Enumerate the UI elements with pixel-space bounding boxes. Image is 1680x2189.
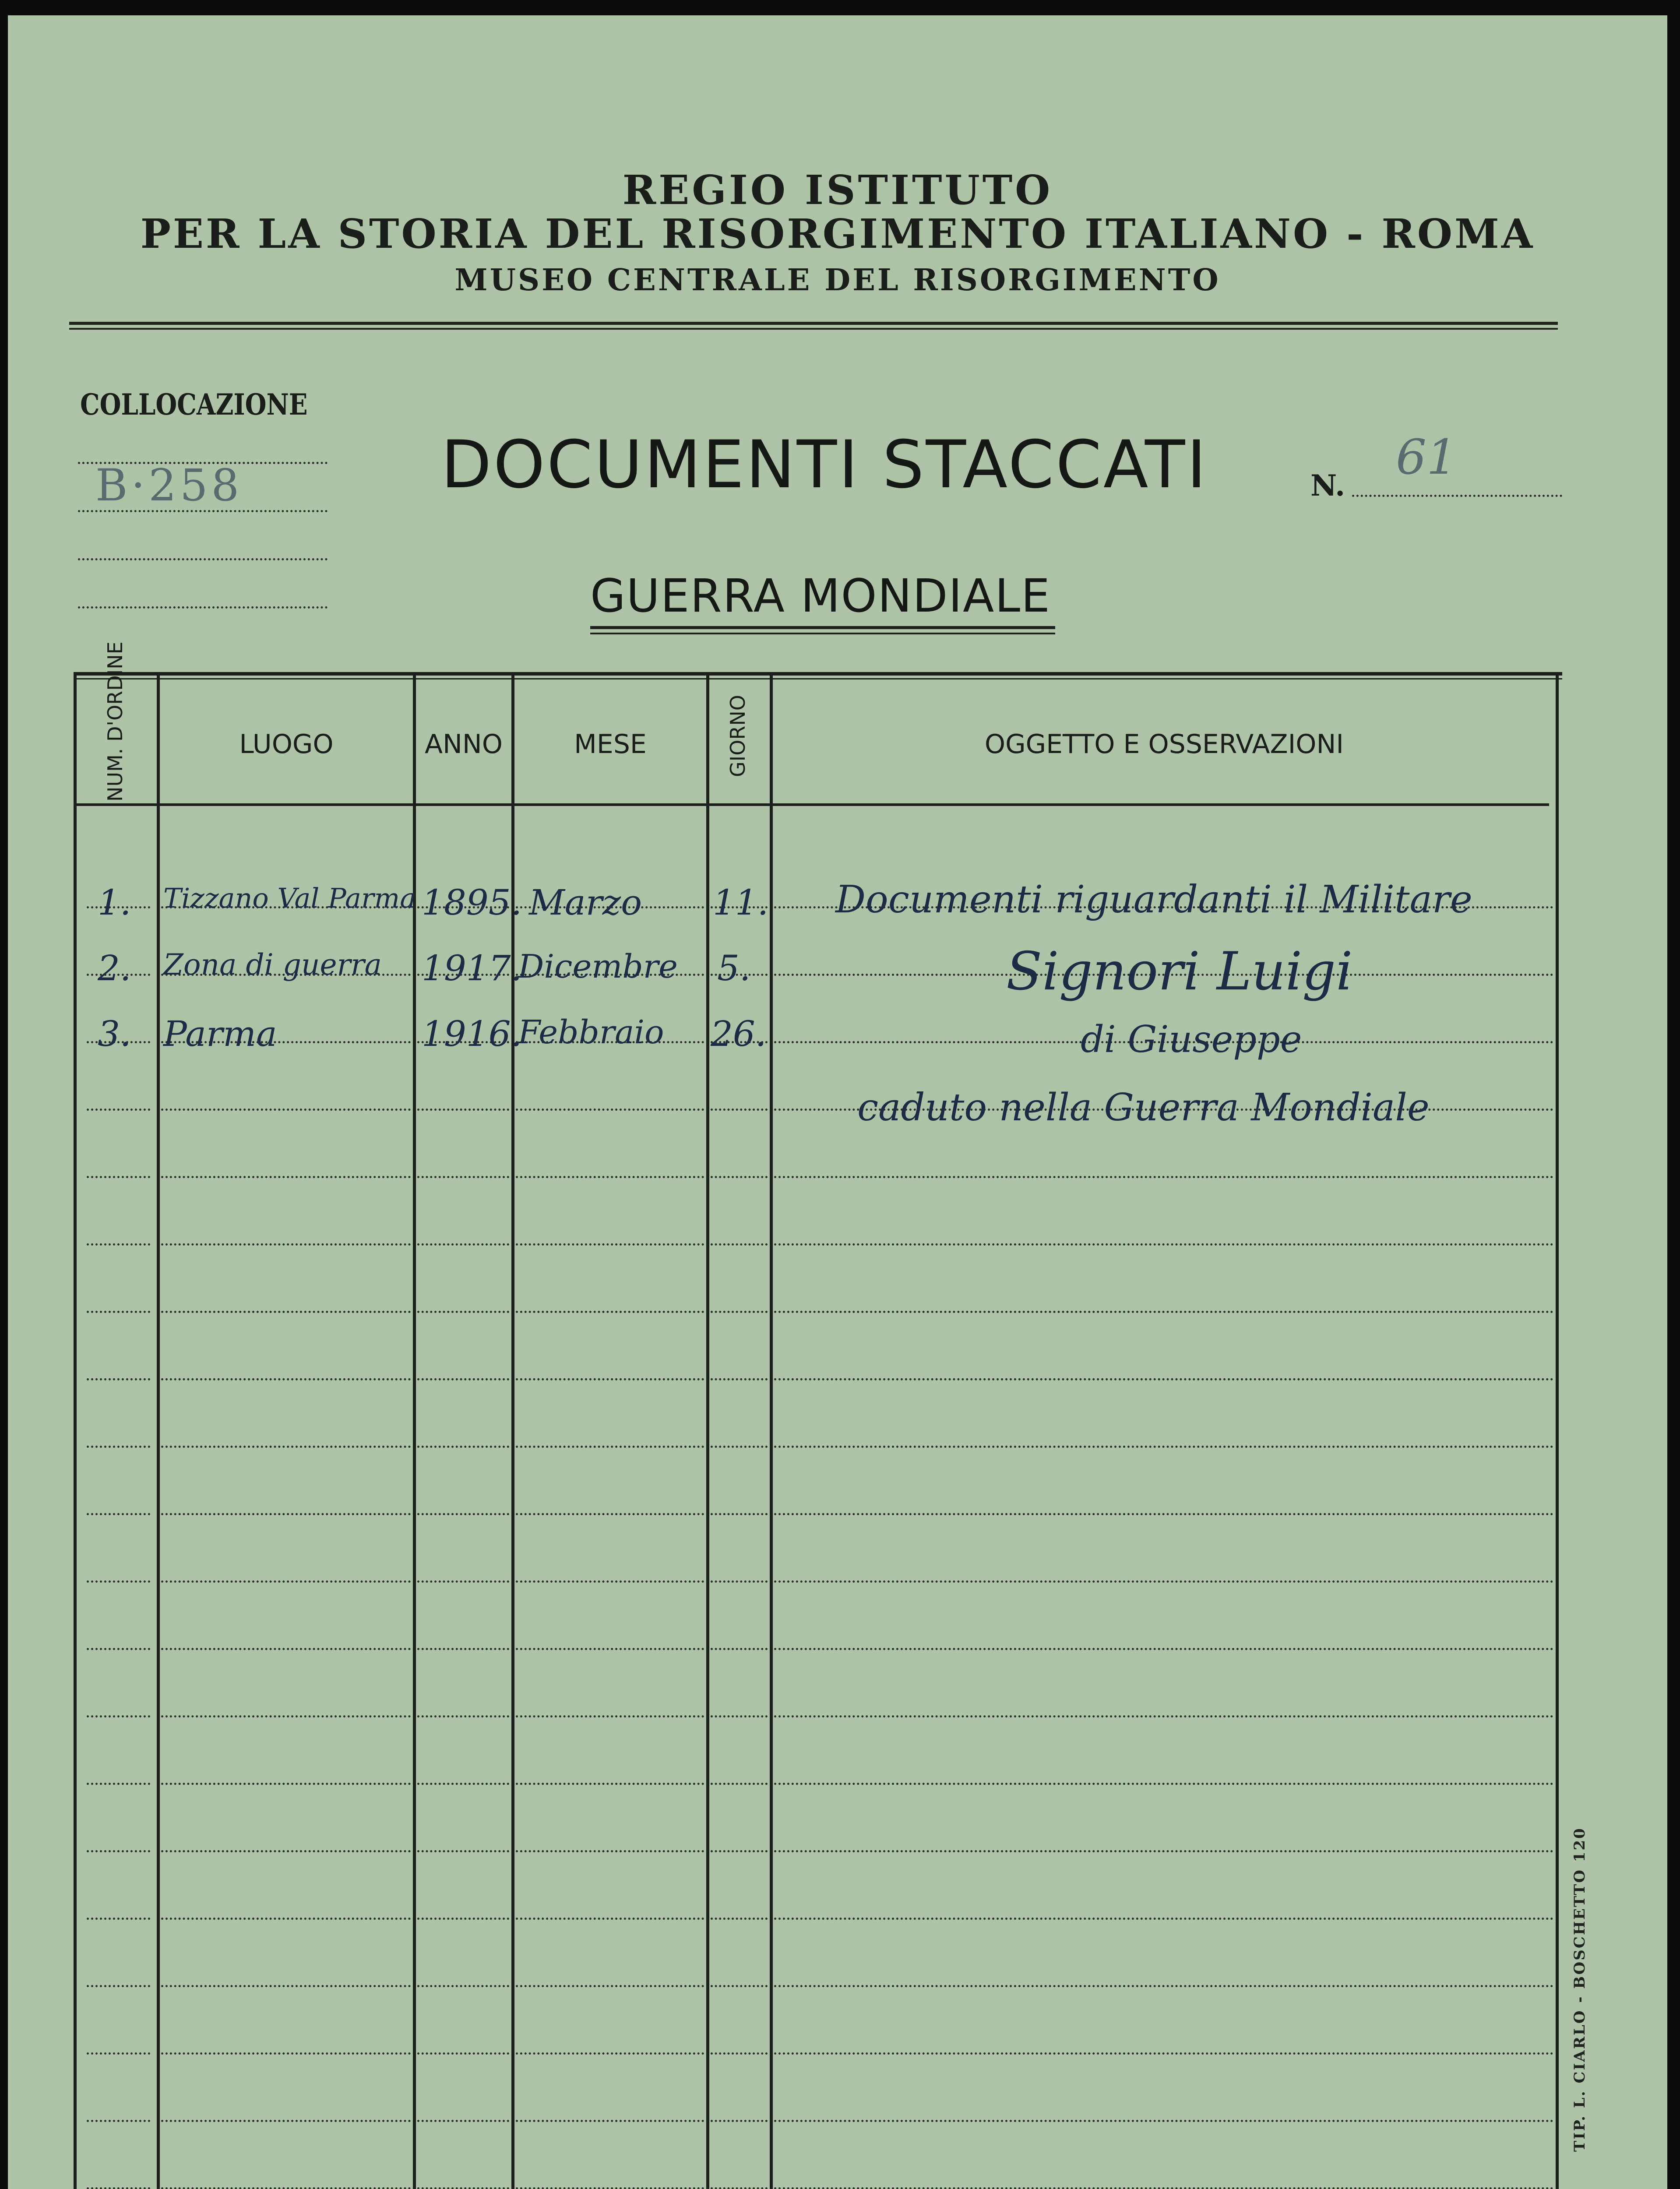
collocazione-value: B·258 [95, 460, 243, 511]
printer-imprint: TIP. L. CIARLO - BOSCHETTO 120 [1571, 1827, 1588, 2152]
row-2-anno: 1917. [422, 948, 522, 989]
ruled-line [161, 1176, 411, 1178]
collocazione-line-3 [78, 558, 328, 560]
row-1-mese: Marzo [529, 882, 642, 923]
ruled-line [774, 1918, 1553, 1920]
ruled-line [161, 1378, 411, 1380]
ruled-line [87, 2187, 150, 2189]
ruled-line [161, 1109, 411, 1111]
ruled-line [161, 1648, 411, 1650]
ruled-line [87, 1918, 150, 1920]
ruled-line [774, 1783, 1553, 1785]
ruled-line [87, 1109, 150, 1111]
ruled-line [87, 1513, 150, 1515]
ruled-line [417, 1378, 509, 1380]
table-top-border-thin [74, 678, 1562, 679]
column-border [770, 672, 773, 2189]
ruled-line [774, 1513, 1553, 1515]
register-table [74, 641, 1562, 2189]
row-3-giorno: 26. [711, 1014, 767, 1054]
number-label: N. [1310, 468, 1345, 503]
observation-line-4: caduto nella Guerra Mondiale [857, 1086, 1430, 1130]
ruled-line [711, 1648, 768, 1650]
collocazione-label: COLLOCAZIONE [80, 387, 308, 422]
ruled-line [774, 1850, 1553, 1852]
ruled-line [774, 1580, 1553, 1583]
institute-subtitle: PER LA STORIA DEL RISORGIMENTO ITALIANO - ROMA [140, 210, 1535, 257]
ruled-line [87, 1446, 150, 1448]
number-line [1352, 495, 1562, 497]
ruled-line [711, 1513, 768, 1515]
ruled-line [87, 1648, 150, 1650]
ruled-line [711, 1985, 768, 1987]
collocazione-line-4 [78, 606, 328, 609]
ruled-line [774, 1176, 1553, 1178]
ruled-line [711, 1176, 768, 1178]
ruled-line [417, 2120, 509, 2122]
ruled-line [516, 1311, 704, 1313]
ruled-line [711, 2052, 768, 2055]
row-3-anno: 1916. [422, 1014, 522, 1054]
column-border [74, 672, 77, 2189]
ruled-line [516, 1580, 704, 1583]
ruled-line [711, 2187, 768, 2189]
ruled-line [417, 2052, 509, 2055]
ruled-line [711, 2120, 768, 2122]
header-giorno: GIORNO [726, 695, 750, 777]
column-border [1556, 672, 1559, 2189]
ruled-line [87, 1243, 150, 1246]
column-border [157, 672, 160, 2189]
ruled-line [417, 2187, 509, 2189]
section-subtitle: GUERRA MONDIALE [590, 569, 1051, 623]
header-num-ordine: NUM. D'ORDINE [103, 641, 127, 802]
ruled-line [711, 1378, 768, 1380]
row-2-mese: Dicembre [518, 948, 678, 985]
subtitle-underline-thin [590, 633, 1055, 634]
ruled-line [417, 1985, 509, 1987]
ruled-line [161, 1918, 411, 1920]
ruled-line [161, 2052, 411, 2055]
ruled-line [711, 1243, 768, 1246]
ruled-line [161, 1446, 411, 1448]
ruled-line [774, 1243, 1553, 1246]
ruled-line [417, 1311, 509, 1313]
ruled-line [774, 1648, 1553, 1650]
ruled-line [516, 1513, 704, 1515]
ruled-line [711, 1446, 768, 1448]
ruled-line [87, 2052, 150, 2055]
row-1-giorno: 11. [713, 882, 769, 923]
ruled-line [516, 1176, 704, 1178]
ruled-line [516, 1446, 704, 1448]
ruled-line [774, 1446, 1553, 1448]
ruled-line [711, 1580, 768, 1583]
ruled-line [161, 2120, 411, 2122]
ruled-line [161, 1985, 411, 1987]
ruled-line [161, 1783, 411, 1785]
ruled-line [711, 1918, 768, 1920]
document-title: DOCUMENTI STACCATI [441, 427, 1208, 503]
ruled-line [774, 1985, 1553, 1987]
ruled-line [774, 1378, 1553, 1380]
ruled-line [417, 1715, 509, 1717]
ruled-line [161, 1513, 411, 1515]
ruled-line [87, 2120, 150, 2122]
header-mese: MESE [574, 729, 647, 760]
ruled-line [161, 1715, 411, 1717]
institute-title: REGIO ISTITUTO [622, 166, 1053, 214]
ruled-line [516, 1243, 704, 1246]
ruled-line [87, 1176, 150, 1178]
ruled-line [711, 1715, 768, 1717]
ruled-line [774, 2052, 1553, 2055]
ruled-line [516, 2052, 704, 2055]
row-2-giorno: 5. [717, 948, 751, 989]
header-rule [69, 322, 1558, 325]
ruled-line [516, 1985, 704, 1987]
row-2-luogo: Zona di guerra [163, 948, 382, 982]
header-luogo: LUOGO [239, 729, 334, 760]
ruled-line [711, 1311, 768, 1313]
subtitle-underline [590, 626, 1055, 629]
header-anno: ANNO [424, 729, 503, 760]
observation-line-1: Documenti riguardanti il Militare [835, 878, 1472, 922]
table-header-divider [74, 803, 1549, 806]
number-value: 61 [1396, 429, 1457, 485]
ruled-line [417, 1513, 509, 1515]
ruled-line [516, 1918, 704, 1920]
ruled-line [516, 1850, 704, 1852]
ruled-line [417, 1446, 509, 1448]
ruled-line [711, 1783, 768, 1785]
ruled-line [87, 1580, 150, 1583]
collocazione-line-2 [78, 510, 328, 512]
museum-name: MUSEO CENTRALE DEL RISORGIMENTO [454, 263, 1221, 298]
ruled-line [516, 1648, 704, 1650]
row-2-num: 2. [98, 948, 131, 989]
row-3-luogo: Parma [163, 1014, 277, 1054]
ruled-line [417, 1243, 509, 1246]
ruled-line [711, 1109, 768, 1111]
ruled-line [161, 1243, 411, 1246]
ruled-line [87, 1715, 150, 1717]
column-border [706, 672, 709, 2189]
row-1-luogo: Tizzano Val Parma [163, 882, 416, 914]
observation-line-2: Signori Luigi [1006, 941, 1353, 1002]
header-rule-thin [69, 328, 1558, 330]
row-1-anno: 1895. [422, 882, 522, 923]
ruled-line [774, 2120, 1553, 2122]
ruled-line [161, 1311, 411, 1313]
ruled-line [161, 2187, 411, 2189]
table-top-border [74, 672, 1562, 676]
ruled-line [516, 2187, 704, 2189]
row-3-mese: Febbraio [518, 1014, 664, 1051]
ruled-line [417, 1176, 509, 1178]
ruled-line [516, 2120, 704, 2122]
ruled-line [87, 1378, 150, 1380]
row-3-num: 3. [98, 1014, 131, 1054]
ruled-line [87, 1311, 150, 1313]
ruled-line [417, 1580, 509, 1583]
header-oggetto: OGGETTO E OSSERVAZIONI [984, 729, 1344, 760]
ruled-line [161, 1850, 411, 1852]
ruled-line [87, 1850, 150, 1852]
ruled-line [87, 1783, 150, 1785]
ruled-line [161, 1580, 411, 1583]
ruled-line [516, 1378, 704, 1380]
ruled-line [711, 1850, 768, 1852]
ruled-line [516, 1715, 704, 1717]
ruled-line [774, 1311, 1553, 1313]
document-sheet [8, 15, 1667, 2189]
ruled-line [774, 2187, 1553, 2189]
ruled-line [774, 1715, 1553, 1717]
ruled-line [417, 1783, 509, 1785]
ruled-line [417, 1109, 509, 1111]
ruled-line [417, 1918, 509, 1920]
ruled-line [417, 1850, 509, 1852]
observation-line-3: di Giuseppe [1081, 1018, 1302, 1061]
ruled-line [87, 1985, 150, 1987]
ruled-line [516, 1783, 704, 1785]
ruled-line [516, 1109, 704, 1111]
ruled-line [417, 1648, 509, 1650]
row-1-num: 1. [98, 882, 131, 923]
